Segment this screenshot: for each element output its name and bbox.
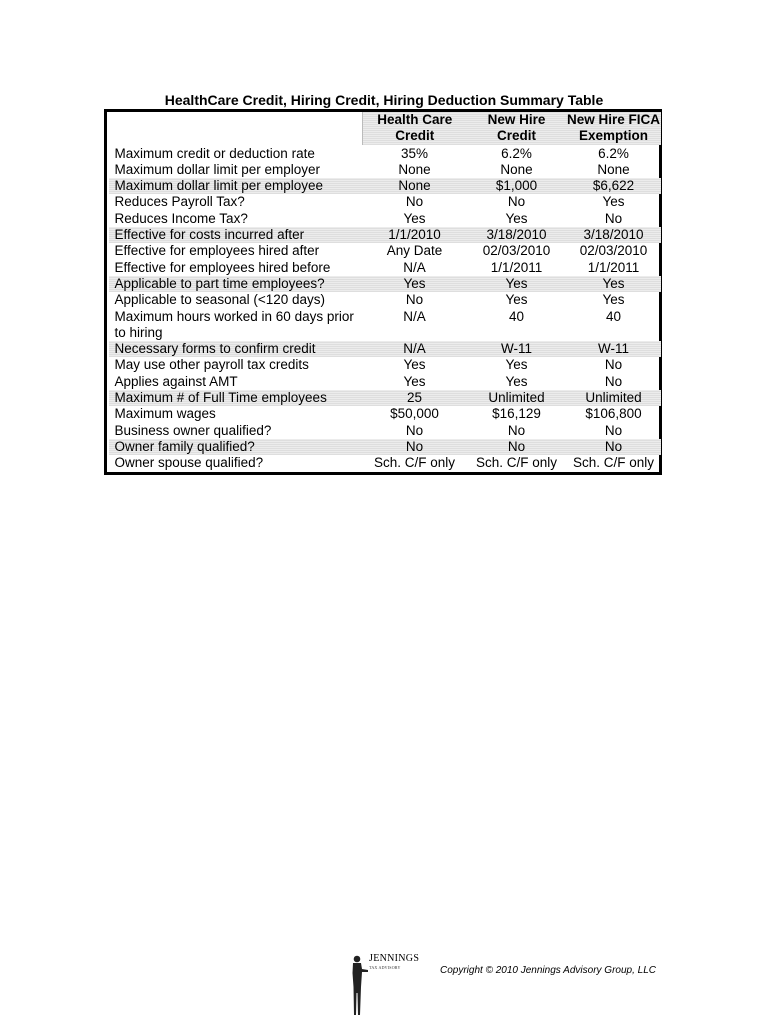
new-hire-value-cell: Yes [467, 276, 567, 292]
table-row [109, 211, 661, 227]
new-hire-value-cell: Yes [505, 373, 528, 389]
row-label-cell: Maximum hours worked in 60 days prior to hiring [114, 308, 354, 340]
new-hire-value-cell: Yes [505, 357, 528, 373]
fica-value-cell: 40 [605, 308, 622, 324]
logo-subtitle: TAX ADVISORY [369, 965, 401, 970]
table-row [109, 406, 661, 422]
new-hire-value-cell: No [507, 422, 526, 438]
row-label-cell: Applicable to part time employees? [109, 276, 363, 292]
row-label-cell: Owner spouse qualified? [114, 455, 264, 471]
health-care-value-cell: 1/1/2010 [363, 227, 467, 243]
fica-value-cell: No [604, 422, 623, 438]
table-row [109, 357, 661, 373]
fica-value-cell: 1/1/2011 [587, 259, 640, 275]
table-row [109, 145, 661, 162]
fica-value-cell: $6,622 [567, 178, 661, 194]
new-hire-value-cell: Sch. C/F only [475, 455, 558, 471]
header-health-care-credit: Health Care Credit [363, 112, 467, 145]
health-care-value-cell: $50,000 [390, 406, 439, 422]
silhouette-figure-icon [347, 953, 371, 1017]
fica-value-cell: No [604, 357, 623, 373]
table-row [109, 455, 661, 471]
health-care-value-cell: Yes [403, 373, 426, 389]
table-body [109, 145, 661, 472]
table-row [109, 390, 661, 406]
fica-value-cell: 6.2% [598, 145, 629, 161]
table-row [109, 292, 661, 308]
row-label-cell: Effective for employees hired after [114, 243, 320, 259]
summary-table [107, 112, 661, 472]
fica-value-cell: 02/03/2010 [579, 243, 648, 259]
row-label-cell: Effective for employees hired before [114, 259, 331, 275]
new-hire-value-cell: $16,129 [492, 406, 541, 422]
row-label-cell: Owner family qualified? [109, 439, 363, 455]
row-label-cell: Maximum dollar limit per employer [114, 161, 321, 177]
new-hire-value-cell: No [467, 439, 567, 455]
new-hire-value-cell: Yes [505, 210, 528, 226]
row-label-cell: Applies against AMT [114, 373, 238, 389]
header-new-hire-fica-exemption: New Hire FICA Exemption [566, 112, 661, 144]
row-label-cell: Reduces Payroll Tax? [114, 194, 245, 210]
new-hire-value-cell: W-11 [467, 341, 567, 357]
table-header-row [109, 112, 661, 145]
health-care-value-cell: No [363, 439, 467, 455]
new-hire-value-cell: 1/1/2011 [490, 259, 543, 275]
new-hire-value-cell: Yes [505, 292, 528, 308]
health-care-value-cell: Yes [403, 357, 426, 373]
health-care-value-cell: Yes [363, 276, 467, 292]
new-hire-value-cell: $1,000 [467, 178, 567, 194]
row-label-cell: Maximum # of Full Time employees [109, 390, 363, 406]
row-label-cell: Reduces Income Tax? [114, 210, 248, 226]
logo-wordmark: JENNINGS [369, 953, 420, 964]
fica-value-cell: Unlimited [567, 390, 661, 406]
table-row [109, 243, 661, 259]
row-label-cell: Maximum credit or deduction rate [114, 145, 315, 161]
health-care-value-cell: N/A [403, 308, 426, 324]
document-title: HealthCare Credit, Hiring Credit, Hiring Deduction Summary Table [164, 92, 604, 108]
fica-value-cell: W-11 [567, 341, 661, 357]
fica-value-cell: None [597, 161, 630, 177]
new-hire-value-cell: 02/03/2010 [482, 243, 551, 259]
table-row [109, 374, 661, 390]
new-hire-value-cell: None [500, 161, 533, 177]
health-care-value-cell: Any Date [386, 243, 443, 259]
row-label-cell: Business owner qualified? [114, 422, 272, 438]
new-hire-value-cell: 40 [508, 308, 525, 324]
fica-value-cell: Yes [602, 194, 625, 210]
table-row [109, 178, 661, 194]
new-hire-value-cell: 6.2% [501, 145, 532, 161]
table-row [109, 227, 661, 243]
health-care-value-cell: No [405, 422, 424, 438]
health-care-value-cell: None [398, 161, 431, 177]
health-care-value-cell: Yes [403, 210, 426, 226]
new-hire-value-cell: Unlimited [467, 390, 567, 406]
header-new-hire-credit: New Hire Credit [467, 112, 567, 145]
fica-value-cell: 3/18/2010 [567, 227, 661, 243]
health-care-value-cell: Sch. C/F only [373, 455, 456, 471]
health-care-value-cell: No [405, 292, 424, 308]
table-row [109, 260, 661, 276]
table-row [109, 276, 661, 292]
table-row [109, 423, 661, 439]
fica-value-cell: No [604, 210, 623, 226]
fica-value-cell: Yes [567, 276, 661, 292]
table-row [109, 439, 661, 455]
copyright-notice: Copyright © 2010 Jennings Advisory Group, LLC [440, 965, 657, 976]
summary-table-frame [104, 109, 662, 475]
health-care-value-cell: N/A [363, 341, 467, 357]
new-hire-value-cell: 3/18/2010 [467, 227, 567, 243]
table-row [109, 341, 661, 357]
row-label-cell: Maximum dollar limit per employee [109, 178, 363, 194]
table-row [109, 309, 661, 342]
fica-value-cell: No [567, 439, 661, 455]
row-label-cell: Maximum wages [114, 406, 216, 422]
table-row [109, 162, 661, 178]
row-label-cell: Effective for costs incurred after [109, 227, 363, 243]
row-label-cell: May use other payroll tax credits [114, 357, 309, 373]
fica-value-cell: $106,800 [585, 406, 642, 422]
new-hire-value-cell: No [507, 194, 526, 210]
health-care-value-cell: No [405, 194, 424, 210]
health-care-value-cell: N/A [403, 259, 426, 275]
fica-value-cell: No [604, 373, 623, 389]
fica-value-cell: Yes [602, 292, 625, 308]
row-label-cell: Applicable to seasonal (<120 days) [114, 292, 326, 308]
health-care-value-cell: 25 [363, 390, 467, 406]
header-blank-cell [109, 112, 363, 145]
health-care-value-cell: None [363, 178, 467, 194]
jennings-logo [347, 953, 437, 1017]
row-label-cell: Necessary forms to confirm credit [109, 341, 363, 357]
table-row [109, 194, 661, 210]
fica-value-cell: Sch. C/F only [572, 455, 655, 471]
health-care-value-cell: 35% [400, 145, 429, 161]
